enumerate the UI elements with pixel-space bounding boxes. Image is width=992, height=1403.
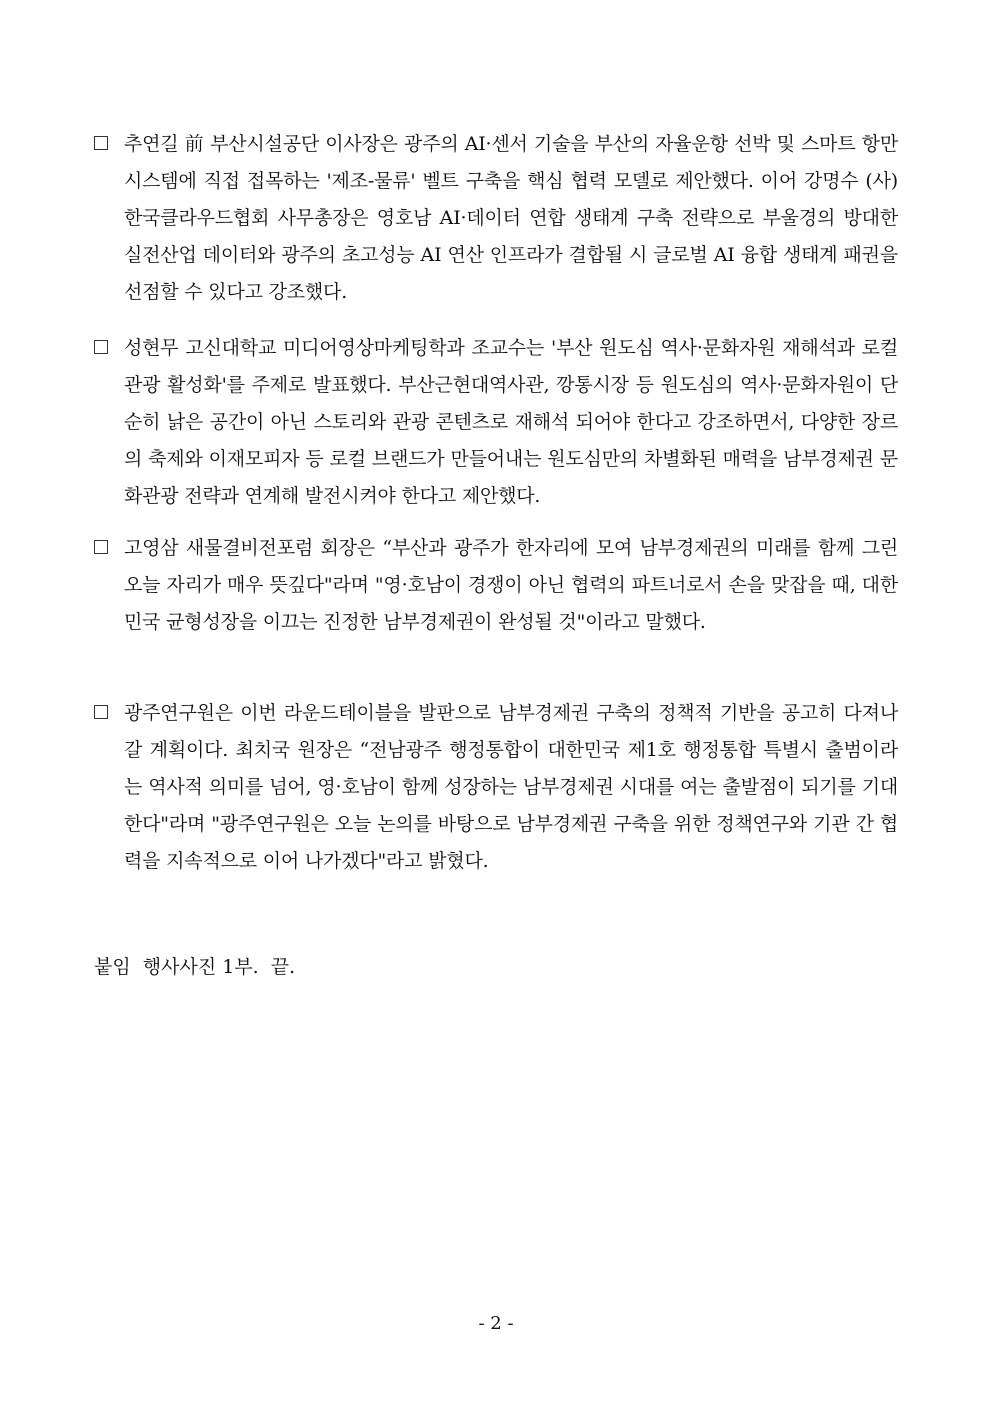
paragraph-3	[94, 530, 898, 641]
attachment-note: 붙임 행사사진 1부. 끝.	[94, 956, 296, 978]
page-number: - 2 -	[478, 1313, 514, 1334]
paragraph-1	[94, 126, 898, 311]
paragraph-2	[94, 330, 898, 515]
paragraph-3-text: 고영삼 새물결비전포럼 회장은 “부산과 광주가 한자리에 모여 남부경제권의 미래를 함께 그린 오늘 자리가 매우 뜻깊다"라며 "영·호남이 경쟁이 아닌 협력의 파트너로서 손을 맞잡을 때, 대한민국 균형성장을 이끄는 진정한 남부경제권이 완성될 것"이라고 말했다.	[124, 537, 898, 633]
paragraph-2-text: 성현무 고신대학교 미디어영상마케팅학과 조교수는 '부산 원도심 역사·문화자원 재해석과 로컬관광 활성화'를 주제로 발표했다. 부산근현대역사관, 깡통시장 등 원도심의 역사·문화자원이 단순히 낡은 공간이 아닌 스토리와 관광 콘텐츠로 재해석 되어야 한다고 강조하면서, 다양한 장르의 축제와 이재모피자 등 로컬 브랜드가 만들어내는 원도심만의 차별화된 매력을 남부경제권 문화관광 전략과 연계해 발전시켜야 한다고 제안했다.	[124, 337, 898, 507]
checkbox-square-icon	[94, 540, 108, 554]
checkbox-square-icon	[94, 136, 108, 150]
checkbox-square-icon	[94, 705, 108, 719]
paragraph-1-text: 추연길 前 부산시설공단 이사장은 광주의 AI·센서 기술을 부산의 자율운항 선박 및 스마트 항만 시스템에 직접 접목하는 '제조-물류' 벨트 구축을 핵심 협력 모델로 제안했다. 이어 강명수 (사)한국클라우드협회 사무총장은 영호남 AI·데이터 연합 생태계 구축 전략으로 부울경의 방대한 실전산업 데이터와 광주의 초고성능 AI 연산 인프라가 결합될 시 글로벌 AI 융합 생태계 패권을 선점할 수 있다고 강조했다.	[124, 133, 898, 303]
paragraph-4-text: 광주연구원은 이번 라운드테이블을 발판으로 남부경제권 구축의 정책적 기반을 공고히 다져나갈 계획이다. 최치국 원장은 “전남광주 행정통합이 대한민국 제1호 행정통합 특별시 출범이라는 역사적 의미를 넘어, 영·호남이 함께 성장하는 남부경제권 시대를 여는 출발점이 되기를 기대한다"라며 "광주연구원은 오늘 논의를 바탕으로 남부경제권 구축을 위한 정책연구와 기관 간 협력을 지속적으로 이어 나가겠다"라고 밝혔다.	[124, 702, 898, 872]
checkbox-square-icon	[94, 340, 108, 354]
paragraph-4	[94, 695, 898, 880]
